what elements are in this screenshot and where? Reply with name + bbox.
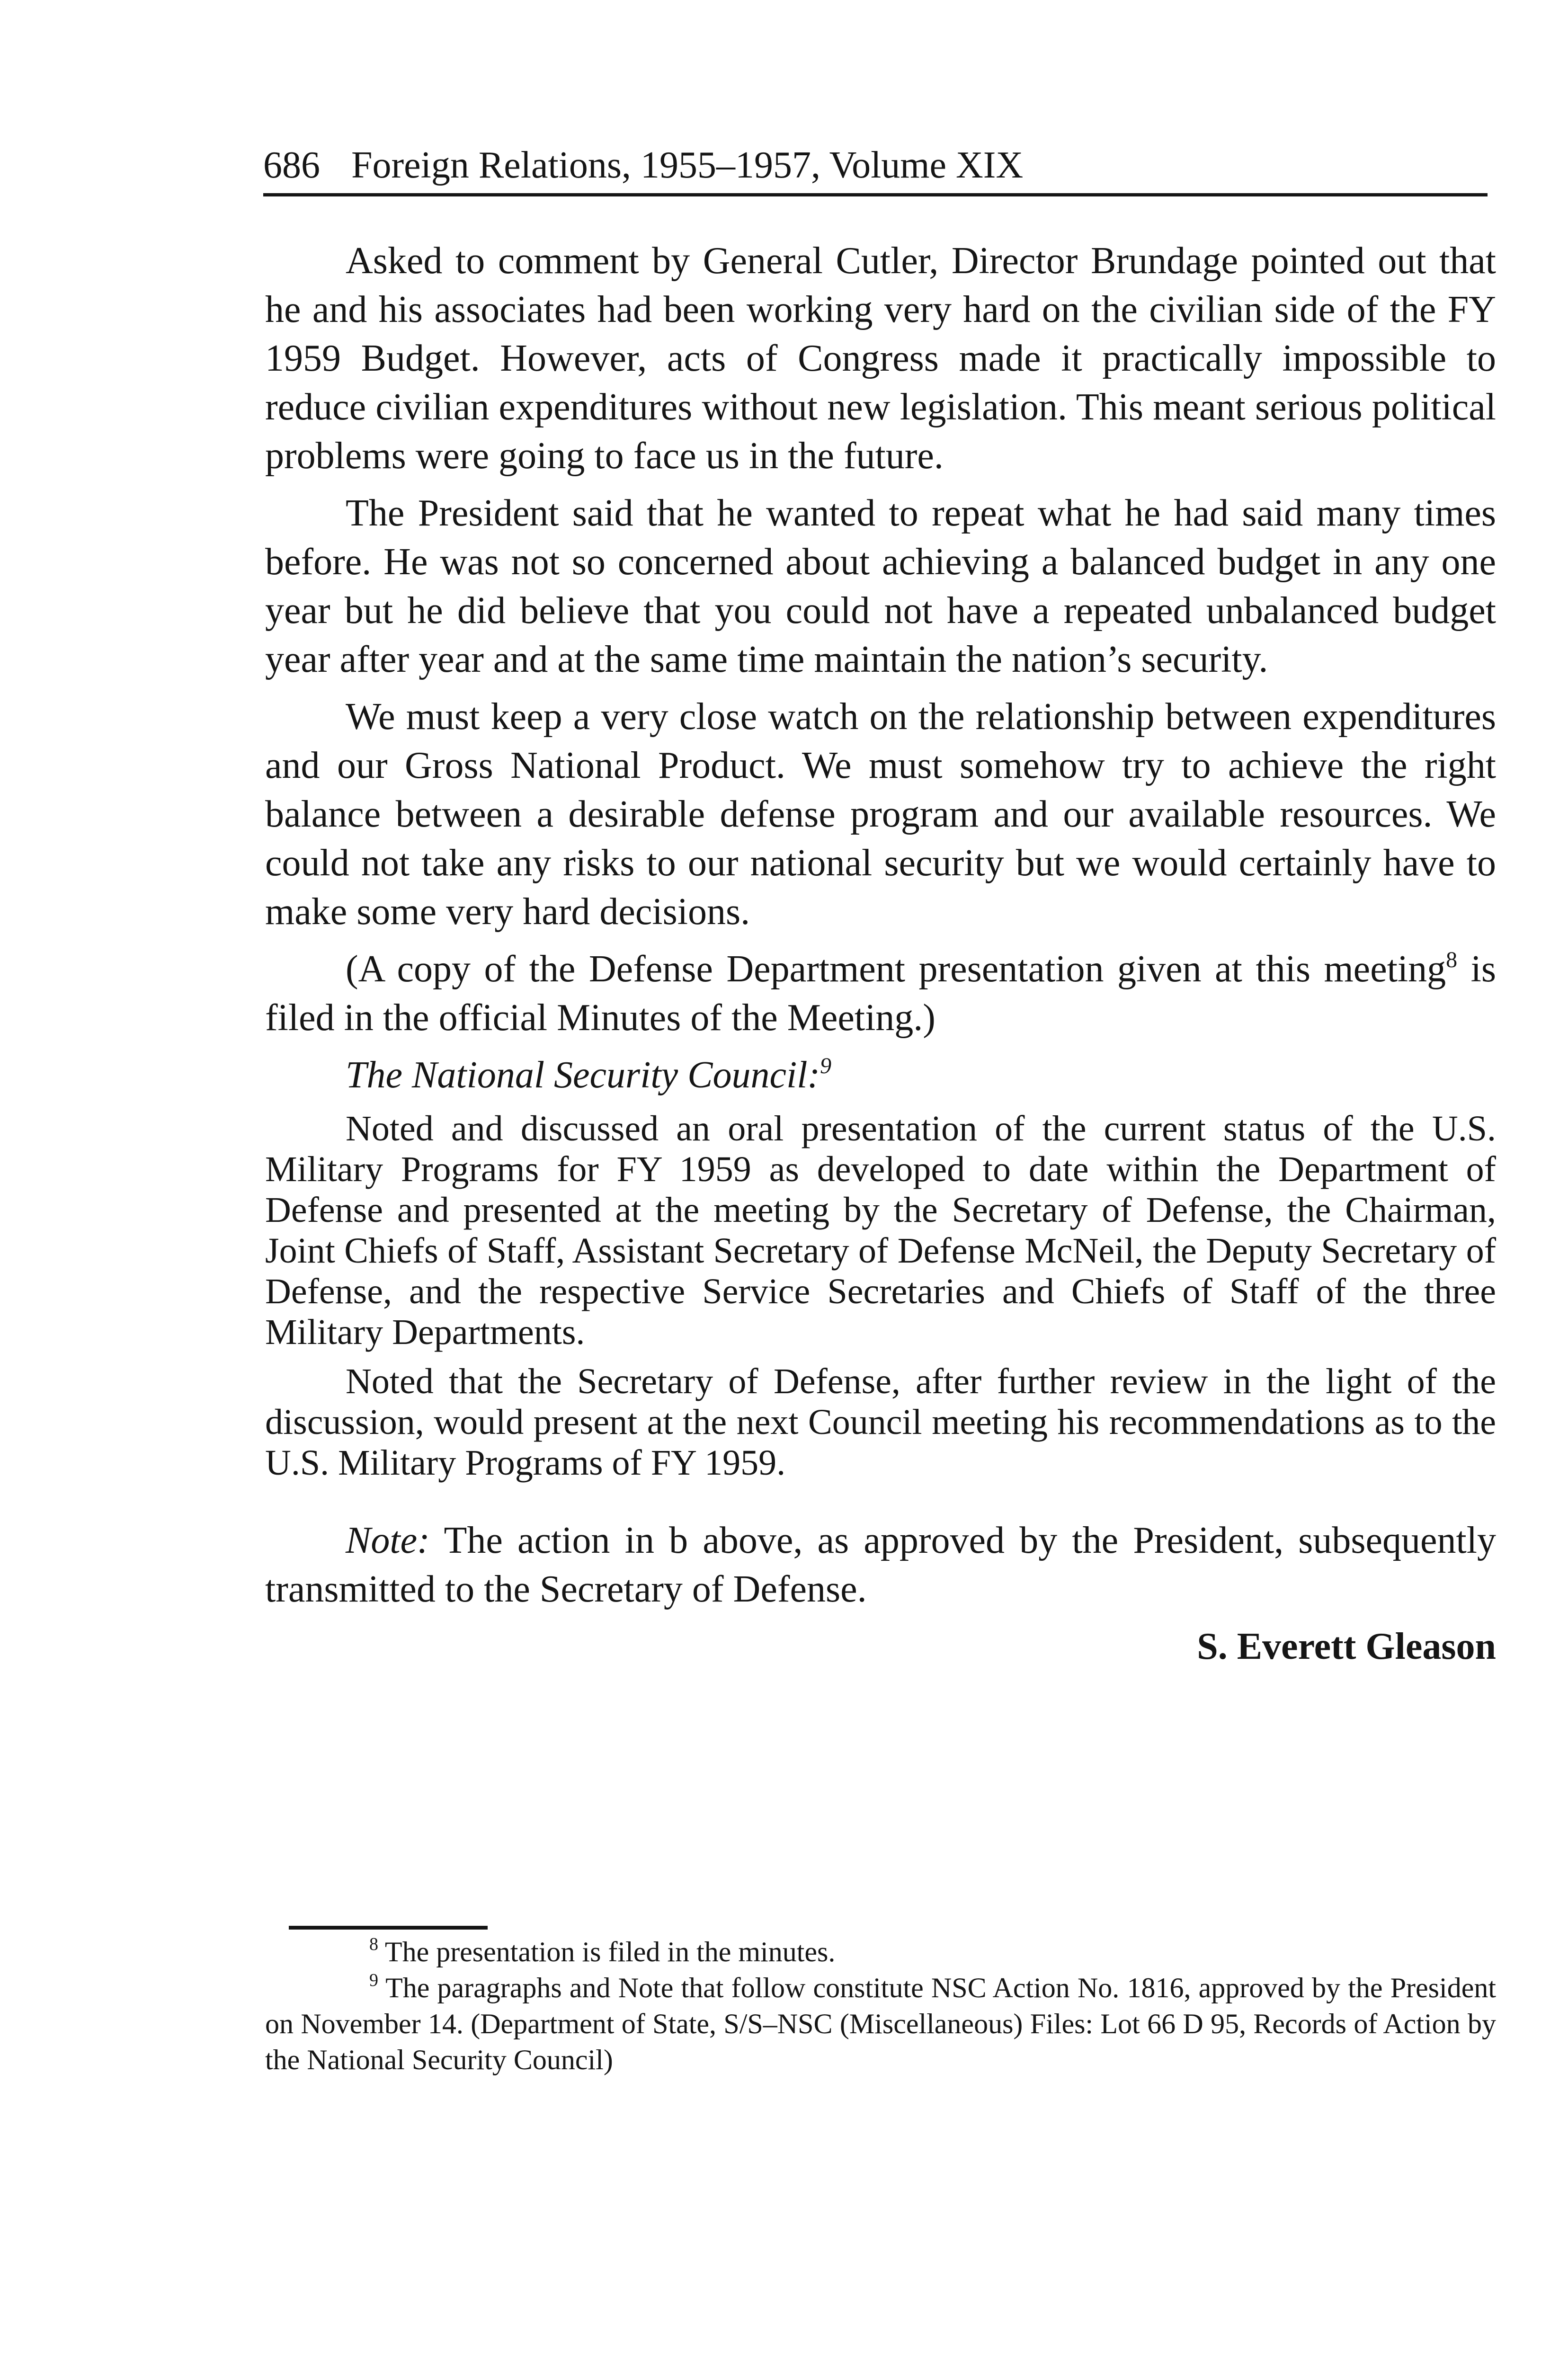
presentation-copy-text-end: is filed in the official Minutes of the Meeting.) — [265, 948, 1497, 1039]
paragraph-cutler-brundage: Asked to comment by General Cutler, Director Brundage pointed out that he and his associates had been working very hard on the civilian side of the FY 1959 Budget. However, acts of Congress made it practically impossible to reduce civilian expenditures without new legislation. This meant serious political problems were going to face us in the future. — [265, 240, 1496, 477]
paragraph-president-budget: The President said that he wanted to repeat what he had said many times before. He was not so concerned about achieving a balanced budget in any one year but he did believe that you could not have a repeated unbalanced budget year after year and at the same time maintain the nation’s security. — [265, 492, 1496, 680]
presentation-copy-text-start: (A copy of the Defense Department presentation given at this meeting — [346, 948, 1446, 990]
national-security-council-heading — [265, 1051, 1496, 1100]
footnote-9 — [265, 1970, 1496, 2078]
footnotes — [265, 1934, 1496, 2078]
footnote-8-text: The presentation is filed in the minutes. — [378, 1936, 836, 1967]
page-header — [263, 137, 1488, 196]
footnote-reference-9: 9 — [820, 1053, 832, 1078]
paragraph-presentation-copy — [265, 945, 1496, 1042]
running-title: Foreign Relations, 1955–1957, Volume XIX — [351, 144, 1024, 186]
page-number: 686 — [263, 144, 320, 186]
approval-note — [265, 1516, 1496, 1614]
council-heading-text: The National Security Council: — [346, 1054, 820, 1096]
footnote-divider — [289, 1926, 488, 1930]
paragraph-gnp-balance: We must keep a very close watch on the relationship between expenditures and our Gross National Product. We must somehow try to achieve the right balance between a desirable defense program and our available resources. We could not take any risks to our national security but we would certainly have to make some very hard decisions. — [265, 696, 1496, 933]
footnote-8 — [265, 1934, 1496, 1970]
footnote-marker-8: 8 — [369, 1934, 378, 1954]
main-text — [265, 237, 1496, 1680]
note-text: The action in b above, as approved by the President, subsequently transmitted to the Secretary of Defense. — [265, 1520, 1496, 1610]
note-label: Note: — [346, 1520, 430, 1561]
nsc-action-a: Noted and discussed an oral presentation of the current status of the U.S. Military Programs for FY 1959 as developed to date within the Department of Defense and presented at the meeting by the Secretary of Defense, the Chairman, Joint Chiefs of Staff, Assistant Secretary of Defense McNeil, the Deputy Secretary of Defense, and the respective Service Secretaries and Chiefs of Staff of the three Military Departments. — [265, 1109, 1496, 1352]
signature: S. Everett Gleason — [1197, 1626, 1496, 1667]
nsc-action-b: Noted that the Secretary of Defense, after further review in the light of the discussion, would present at the next Council meeting his recommendations as to the U.S. Military Programs of FY 1959. — [265, 1361, 1496, 1483]
footnote-9-text: The paragraphs and Note that follow constitute NSC Action No. 1816, approved by the President on November 14. (Department of State, S/S–NSC (Miscellaneous) Files: Lot 66 D 95, Records of Action by the National Security Council) — [265, 1972, 1496, 2075]
footnote-reference-8: 8 — [1446, 947, 1458, 972]
footnote-marker-9: 9 — [369, 1970, 378, 1990]
